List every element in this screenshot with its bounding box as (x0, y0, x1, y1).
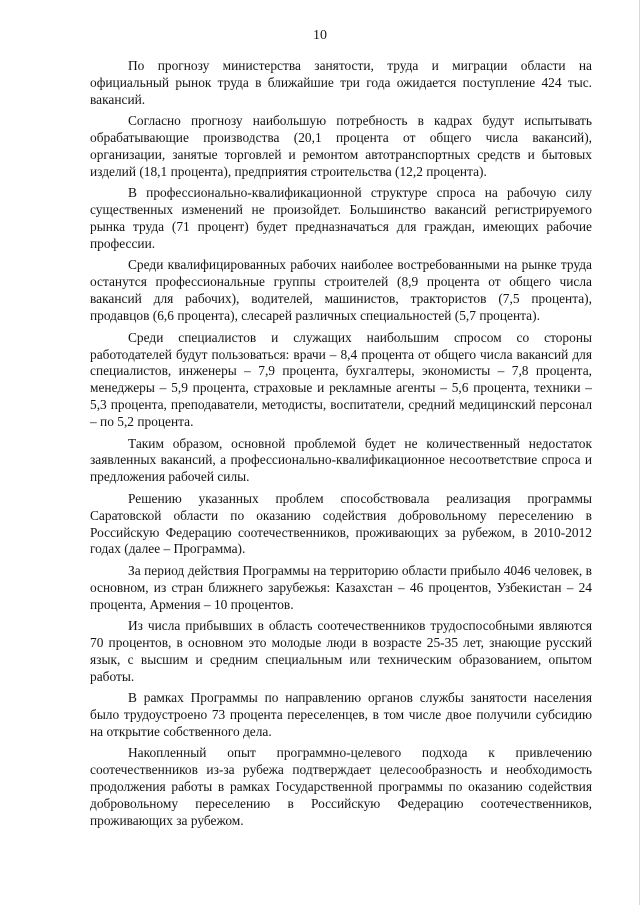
paragraph: Среди специалистов и служащих наибольшим спросом со стороны работодателей будут пользоваться: врачи – 8,4 процента от общего числа вакансий для специалистов, инженеры – 7,9 процента, бухгалтеры, экономисты – 7,8 процента, менеджеры – 5,9 процента, страховые и рекламные агенты – 5,6 процента, техники – 5,3 процента, преподаватели, методисты, воспитатели, средний медицинский персонал – по 5,2 процента. (90, 329, 592, 430)
paragraph: По прогнозу министерства занятости, труда и миграции области на официальный рынок труда в ближайшие три года ожидается поступление 424 тыс. вакансий. (90, 58, 592, 107)
paragraph: Решению указанных проблем способствовала реализация программы Саратовской области по оказанию содействия добровольному переселению в Российскую Федерацию соотечественников, проживающих за рубежом, в 2010-2012 годах (далее – Программа). (90, 490, 592, 557)
document-body (90, 58, 592, 834)
page-number: 10 (313, 28, 327, 43)
paragraph: Таким образом, основной проблемой будет не количественный недостаток заявленных вакансий, а профессионально-квалификационное несоответствие спроса и предложения рабочей силы. (90, 435, 592, 485)
paragraph: Накопленный опыт программно-целевого подхода к привлечению соотечественников из-за рубежа подтверждает целесообразность и необходимость продолжения работы в рамках Государственной программы по оказанию содействия добровольному переселению в Российскую Федерацию соотечественников, проживающих за рубежом. (90, 745, 592, 829)
paragraph: В профессионально-квалификационной структуре спроса на рабочую силу существенных изменений не произойдет. Большинство вакансий регистрируемого рынка труда (71 процент) будет предназначаться для граждан, имеющих рабочие профессии. (90, 185, 592, 252)
paragraph: Согласно прогнозу наибольшую потребность в кадрах будут испытывать обрабатывающие производства (20,1 процента от общего числа вакансий), организации, занятые торговлей и ремонтом автотранспортных средств и бытовых изделий (18,1 процента), предприятия строительства (12,2 процента). (90, 113, 592, 179)
paragraph: Из числа прибывших в область соотечественников трудоспособными являются 70 процентов, в основном это молодые люди в возрасте 25-35 лет, знающие русский язык, с высшим и средним специальным или техническим образованием, опытом работы. (90, 618, 592, 684)
paragraph: В рамках Программы по направлению органов службы занятости населения было трудоустроено 73 процента переселенцев, в том числе двое получили субсидию на открытие собственного дела. (90, 690, 592, 740)
paragraph: За период действия Программы на территорию области прибыло 4046 человек, в основном, из стран ближнего зарубежья: Казахстан – 46 процентов, Узбекистан – 24 процента, Армения – 10 процентов. (90, 562, 592, 612)
paragraph: Среди квалифицированных рабочих наиболее востребованными на рынке труда останутся профессиональные группы строителей (8,9 процента от общего числа вакансий для рабочих), водителей, машинистов, трактористов (7,5 процента), продавцов (6,6 процента), слесарей различных специальностей (5,7 процента). (90, 257, 592, 324)
